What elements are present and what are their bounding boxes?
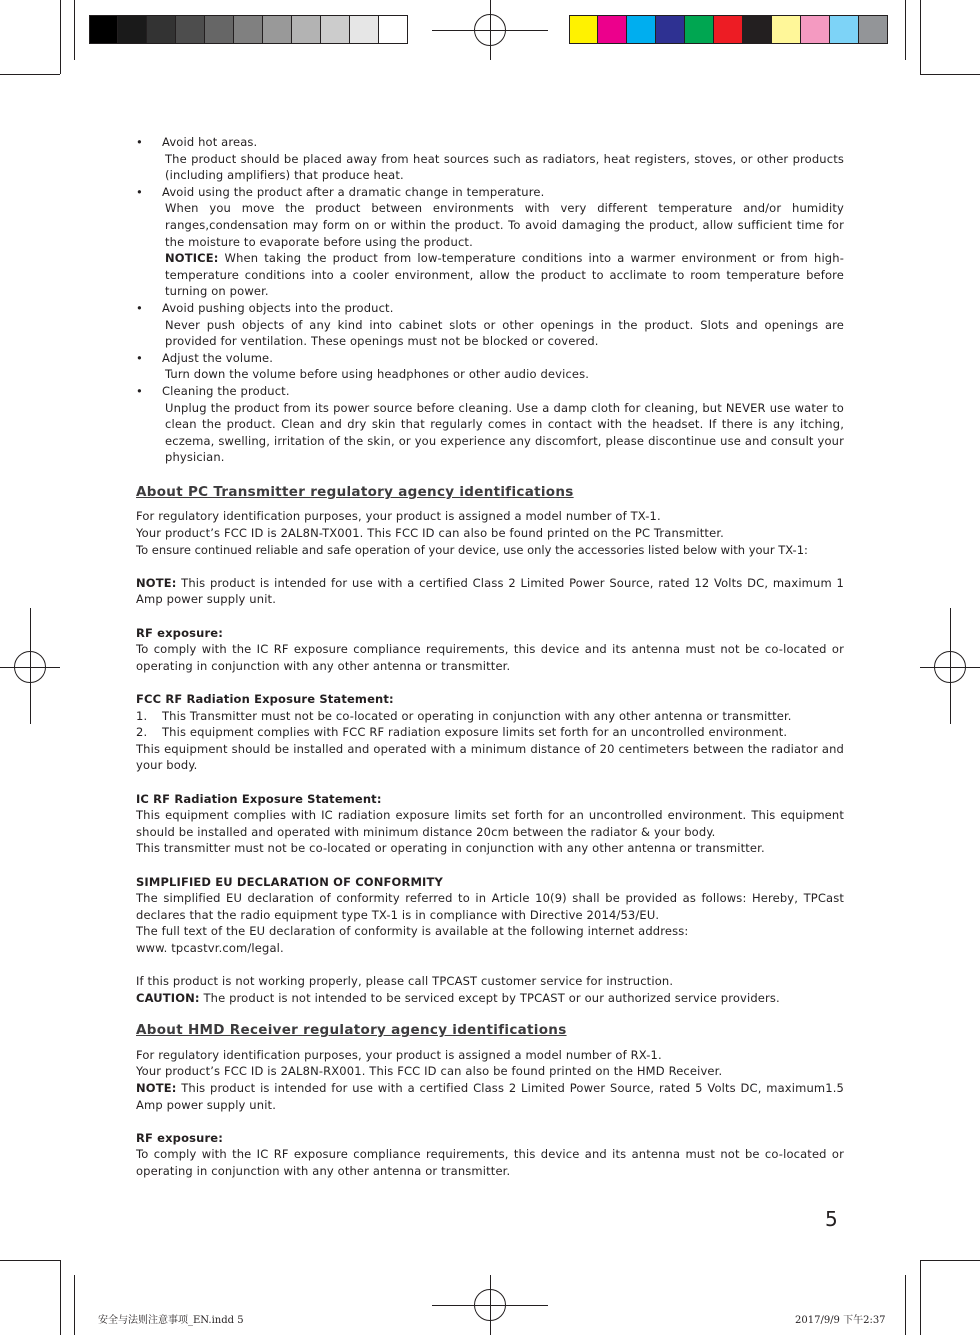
- note-text: NOTE: This product is intended for use with a certified Class 2 Limited Power Source, rated 12 Volts DC, maximum 1 Amp power supply unit.: [136, 575, 844, 607]
- list-item-body: Turn down the volume before using headphones or other audio devices.: [165, 367, 590, 382]
- color-swatch: [772, 15, 801, 44]
- paragraph: To comply with the IC RF exposure compliance requirements, this device and its antenna must not be co-located or operating in conjunction with any other antenna or transmitter.: [136, 642, 844, 673]
- color-swatch: [263, 15, 292, 44]
- paragraph: This transmitter must not be co-located or operating in conjunction with any other antenna or transmitter.: [136, 841, 765, 856]
- list-item-body: Unplug the product from its power source before cleaning. Use a damp cloth for cleaning, but NEVER use water to clean the product. Clean and dry skin that regularly comes in contact with the headset. If there is any itching, eczema, swelling, irritation of the skin, or you experience any discomfort, please discontinue use and consult your physician.: [165, 400, 844, 465]
- paragraph: For regulatory identification purposes, your product is assigned a model number of TX-1.: [136, 509, 661, 524]
- list-item: • Avoid pushing objects into the product.: [136, 300, 394, 315]
- color-swatch: [147, 15, 176, 44]
- paragraph: The full text of the EU declaration of conformity is available at the following internet address:: [136, 924, 689, 939]
- color-swatch: [350, 15, 379, 44]
- paragraph: To ensure continued reliable and safe operation of your device, use only the accessories listed below with your TX-1:: [136, 542, 808, 557]
- paragraph: To comply with the IC RF exposure compliance requirements, this device and its antenna must not be co-located or operating in conjunction with any other antenna or transmitter.: [136, 1147, 844, 1179]
- hmd-section-heading: About HMD Receiver regulatory agency identifications: [136, 1022, 567, 1039]
- numbered-item: 2. This equipment complies with FCC RF radiation exposure limits set forth for an uncontrolled environment.: [136, 725, 788, 740]
- footer-filename: 安全与法则注意事项_EN.indd 5: [98, 1315, 244, 1326]
- list-item: • Cleaning the product.: [136, 383, 290, 398]
- list-item-body: The product should be placed away from heat sources such as radiators, heat registers, stoves, or other products (including amplifiers) that produce heat.: [165, 151, 844, 183]
- color-swatch: [714, 15, 743, 44]
- color-swatch: [176, 15, 205, 44]
- caution-text: CAUTION: The product is not intended to be serviced except by TPCAST or our authorized service providers.: [136, 990, 780, 1005]
- color-swatch: [801, 15, 830, 44]
- color-swatch: [685, 15, 714, 44]
- note-text: NOTE: This product is intended for use with a certified Class 2 Limited Power Source, rated 5 Volts DC, maximum1.5 Amp power supply unit.: [136, 1081, 844, 1112]
- color-swatch: [89, 15, 118, 44]
- color-swatch: [379, 15, 408, 44]
- subheading: FCC RF Radiation Exposure Statement:: [136, 692, 394, 706]
- subheading: RF exposure:: [136, 625, 223, 640]
- color-swatch: [743, 15, 772, 44]
- subheading: SIMPLIFIED EU DECLARATION OF CONFORMITY: [136, 874, 443, 889]
- list-item: • Avoid hot areas.: [136, 135, 258, 149]
- footer-timestamp: 2017/9/9 下午2:37: [795, 1315, 886, 1326]
- list-item-body: Never push objects of any kind into cabinet slots or other openings in the product. Slots and openings are provided for ventilation. These openings must not be blocked or covered.: [165, 317, 844, 349]
- paragraph: Your product’s FCC ID is 2AL8N-RX001. This FCC ID can also be found printed on the HMD Receiver.: [136, 1064, 723, 1079]
- numbered-item: 1. This Transmitter must not be co-located or operating in conjunction with any other antenna or transmitter.: [136, 708, 792, 723]
- color-swatch: [321, 15, 350, 44]
- list-item: • Avoid using the product after a dramatic change in temperature.: [136, 184, 545, 199]
- color-swatch: [292, 15, 321, 44]
- subheading: RF exposure:: [136, 1130, 223, 1145]
- pc-section-heading: About PC Transmitter regulatory agency identifications: [136, 483, 574, 500]
- list-item-body: When you move the product between environments with very different temperature and/or humidity ranges,condensation may form on or within the product. To avoid damaging the product, allow sufficient time for the moisture to evaporate before using the product.: [165, 201, 844, 249]
- list-item: • Adjust the volume.: [136, 350, 274, 365]
- color-swatch: [234, 15, 263, 44]
- paragraph: Your product’s FCC ID is 2AL8N-TX001. This FCC ID can also be found printed on the PC Transmitter.: [136, 526, 724, 541]
- color-swatch: [859, 15, 888, 44]
- color-swatch: [205, 15, 234, 44]
- paragraph: This equipment complies with IC radiation exposure limits set forth for an uncontrolled environment. This equipment should be installed and operated with minimum distance 20cm between the radiator & your body.: [136, 808, 844, 839]
- color-swatch: [656, 15, 685, 44]
- paragraph: For regulatory identification purposes, your product is assigned a model number of RX-1.: [136, 1047, 662, 1062]
- page-number: 5: [825, 1207, 838, 1231]
- gray-color-bar: [89, 15, 408, 44]
- url-text: www. tpcastvr.com/legal.: [136, 940, 284, 955]
- color-swatch: [569, 15, 598, 44]
- paragraph: If this product is not working properly, please call TPCAST customer service for instruction.: [136, 974, 674, 989]
- notice-text: NOTICE: When taking the product from low-temperature conditions into a warmer environment or from high-temperature conditions into a cooler environment, allow the product to acclimate to room temperature before turning on power.: [165, 251, 844, 299]
- color-swatch: [627, 15, 656, 44]
- color-swatch: [118, 15, 147, 44]
- process-color-bar: [569, 15, 888, 44]
- paragraph: The simplified EU declaration of conformity referred to in Article 10(9) shall be provided as follows: Hereby, TPCast declares that the radio equipment type TX-1 is in compliance with Directive 2014/53/EU.: [136, 891, 844, 922]
- document-body: [136, 134, 844, 1180]
- paragraph: This equipment should be installed and operated with a minimum distance of 20 centimeters between the radiator and your body.: [136, 741, 844, 773]
- color-swatch: [598, 15, 627, 44]
- color-swatch: [830, 15, 859, 44]
- subheading: IC RF Radiation Exposure Statement:: [136, 791, 382, 806]
